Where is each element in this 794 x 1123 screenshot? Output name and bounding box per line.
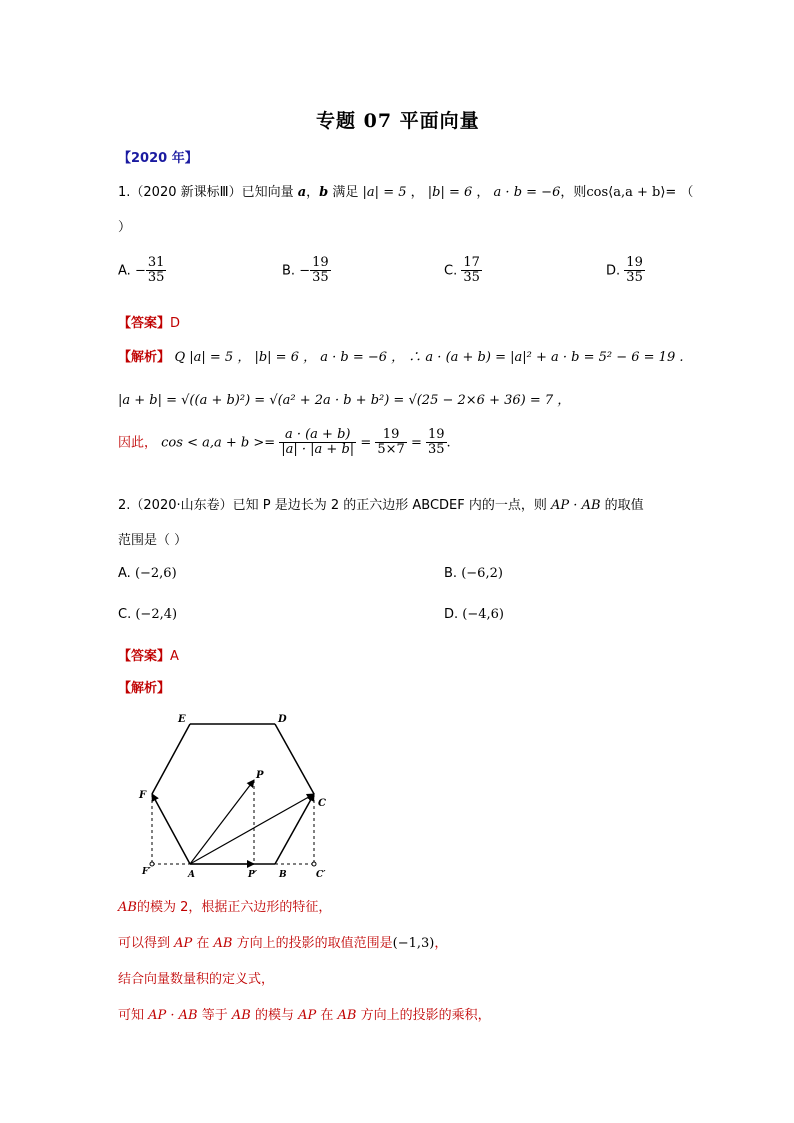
q2-sol4-a: 可知	[118, 1008, 149, 1023]
q2-sol2-vec2: AB	[213, 936, 233, 951]
q1-option-a-letter: A.	[118, 263, 131, 279]
q1-option-b	[282, 256, 331, 286]
q2-option-c	[118, 607, 177, 622]
foot-f	[150, 862, 154, 866]
q2-solution-line2	[118, 932, 447, 951]
label-p: P	[256, 770, 264, 781]
hexagon-figure	[130, 710, 340, 880]
q1-vec-b: b	[319, 185, 329, 200]
q1-stem: 1.（2020 新课标Ⅲ）已知向量 a，b 满足 |a| = 5 ， |b| = 6 ， a · b = −6，则cos⟨a,a + b⟩= （	[118, 185, 694, 200]
edge-dc	[275, 724, 314, 794]
q2-stem	[118, 494, 644, 513]
vector-ac	[190, 794, 314, 864]
q2-sol4-c: 的模与	[250, 1008, 299, 1023]
q1-sol-frac3-den: 35	[427, 442, 445, 458]
q1-sol-frac1-num: a · (a + b)	[279, 428, 356, 443]
q1-option-c-letter: C.	[444, 263, 458, 279]
q1-option-c	[444, 256, 482, 286]
q2-answer-value: A	[170, 649, 179, 664]
q1-comma: ，	[306, 185, 320, 200]
q1-answer-label: 【答案】	[118, 316, 171, 331]
q1-sol-frac1-den: |a| · |a + b|	[281, 442, 355, 458]
label-p-prime: P′	[248, 870, 258, 880]
q2-option-b-value: (−6,2)	[461, 566, 503, 581]
q1-target: cos⟨a,a + b⟩	[586, 185, 666, 200]
q2-stem-end: 范围是（ ）	[118, 533, 188, 548]
q2-option-c-letter: C.	[118, 607, 132, 622]
q1-option-b-den: 35	[312, 270, 329, 286]
q1-option-b-num: 19	[312, 255, 329, 270]
edge-af	[152, 794, 190, 864]
q1-stem-a: 1.（2020 新课标Ⅲ）已知向量	[118, 185, 298, 200]
q1-vec-a: a	[297, 185, 307, 200]
q2-solution-line3: 结合向量数量积的定义式，	[118, 972, 275, 987]
q2-sol4-vec2: AP	[298, 1008, 317, 1023]
q2-option-a-value: (−2,6)	[134, 566, 177, 581]
q2-sol1-vec: AB	[118, 900, 137, 915]
label-f: F	[139, 790, 147, 801]
q1-solution-line3	[118, 428, 451, 458]
q1-sol-end: .	[446, 435, 451, 451]
q2-option-b	[444, 566, 503, 581]
label-c: C	[318, 798, 326, 809]
q1-option-a-sign: −	[134, 263, 146, 279]
label-e: E	[178, 714, 186, 725]
q1-option-b-letter: B.	[282, 263, 296, 279]
q1-solution-line2: |a + b| = √((a + b)²) = √(a² + 2a · b + b²) = √(25 − 2×6 + 36) = 7 ，	[118, 393, 571, 408]
foot-c	[312, 862, 316, 866]
q2-sol4-expr: AP · AB	[148, 1008, 198, 1023]
q2-sol1-text: 的模为 2，根据正六边形的特征，	[136, 900, 332, 915]
q2-option-a	[118, 566, 177, 581]
q2-solution-line4	[118, 1004, 491, 1023]
q1-option-d-num: 19	[626, 255, 643, 270]
q1-option-a-num: 31	[147, 255, 165, 270]
q2-sol2-c: 方向上的投影的取值范围是	[232, 936, 393, 951]
q2-sol4-vec: AB	[231, 1008, 251, 1023]
q2-sol2-range: (−1,3)	[392, 936, 435, 951]
q1-cond2: |b| = 6	[427, 185, 473, 200]
q1-solution-line1: Q |a| = 5 ， |b| = 6 ， a · b = −6 ， ∴ a · (a + b) = |a|² + a · b = 5² − 6 = 19 .	[174, 350, 684, 365]
q2-sol2-d: ，	[434, 936, 448, 951]
q1-stem-b: 满足	[328, 185, 359, 200]
q1-option-c-den: 35	[463, 270, 480, 286]
q1-cond1: |a| = 5	[362, 185, 407, 200]
q1-sol-frac2-num: 19	[375, 428, 406, 443]
q2-answer-label: 【答案】	[118, 649, 171, 664]
q2-analysis-label: 【解析】	[118, 681, 171, 696]
q2-sol4-b: 等于	[197, 1008, 232, 1023]
q1-stem-end: ）	[118, 220, 132, 235]
section-heading-2020: 【2020 年】	[118, 151, 198, 166]
q1-option-d	[606, 256, 645, 286]
q1-sol-eq1: =	[360, 435, 372, 451]
q1-answer-value: D	[170, 316, 181, 331]
q1-sol-eq2: =	[410, 435, 422, 451]
q1-sol-frac2-den: 5×7	[377, 442, 405, 458]
q1-option-b-sign: −	[299, 263, 311, 279]
label-a: A	[188, 870, 195, 880]
q2-option-d-letter: D.	[444, 607, 459, 622]
q1-solution-line3-expr: cos < a,a + b >=	[161, 435, 276, 451]
q2-solution-line1	[118, 896, 331, 915]
edge-ef	[152, 724, 190, 794]
vector-ap	[190, 780, 254, 864]
q1-option-a-den: 35	[147, 270, 165, 286]
q1-sol-frac3-num: 19	[427, 427, 445, 442]
q1-option-d-letter: D.	[606, 263, 621, 279]
q1-answer-row	[118, 312, 180, 331]
q1-option-c-num: 17	[463, 255, 480, 270]
q2-option-d	[444, 607, 504, 622]
q2-option-a-letter: A.	[118, 566, 131, 581]
label-f-prime: F′	[142, 867, 151, 877]
q2-stem-a: 2.（2020·山东卷）已知 P 是边长为 2 的正六边形 ABCDEF 内的一点，则	[118, 498, 552, 513]
q1-stem-d: = （	[665, 185, 694, 200]
q2-stem-b: 的取值	[600, 498, 644, 513]
q2-sol4-d: 在	[316, 1008, 338, 1023]
q1-stem-c: ，则	[560, 185, 587, 200]
q2-option-c-value: (−2,4)	[135, 607, 178, 622]
q2-sol4-vec3: AB	[337, 1008, 357, 1023]
q2-sol2-b: 在	[192, 936, 214, 951]
label-c-prime: C′	[316, 870, 326, 880]
q1-option-a	[118, 256, 166, 286]
q2-option-b-letter: B.	[444, 566, 458, 581]
q2-answer-row	[118, 645, 179, 664]
label-b: B	[279, 870, 287, 880]
q2-expr: AP · AB	[551, 498, 601, 513]
q2-sol2-a: 可以得到	[118, 936, 175, 951]
page-title: 专题 07 平面向量	[316, 110, 480, 132]
q2-option-d-value: (−4,6)	[462, 607, 505, 622]
q1-cond3: a · b = −6	[493, 185, 561, 200]
q2-sol2-vec1: AP	[174, 936, 193, 951]
q1-solution-line1-row	[118, 346, 683, 365]
q1-analysis-label: 【解析】	[118, 350, 171, 365]
q2-sol4-e: 方向上的投影的乘积，	[356, 1008, 491, 1023]
q1-solution-line3-prefix: 因此，	[118, 435, 158, 451]
label-d: D	[278, 714, 287, 725]
q1-option-d-den: 35	[626, 270, 643, 286]
